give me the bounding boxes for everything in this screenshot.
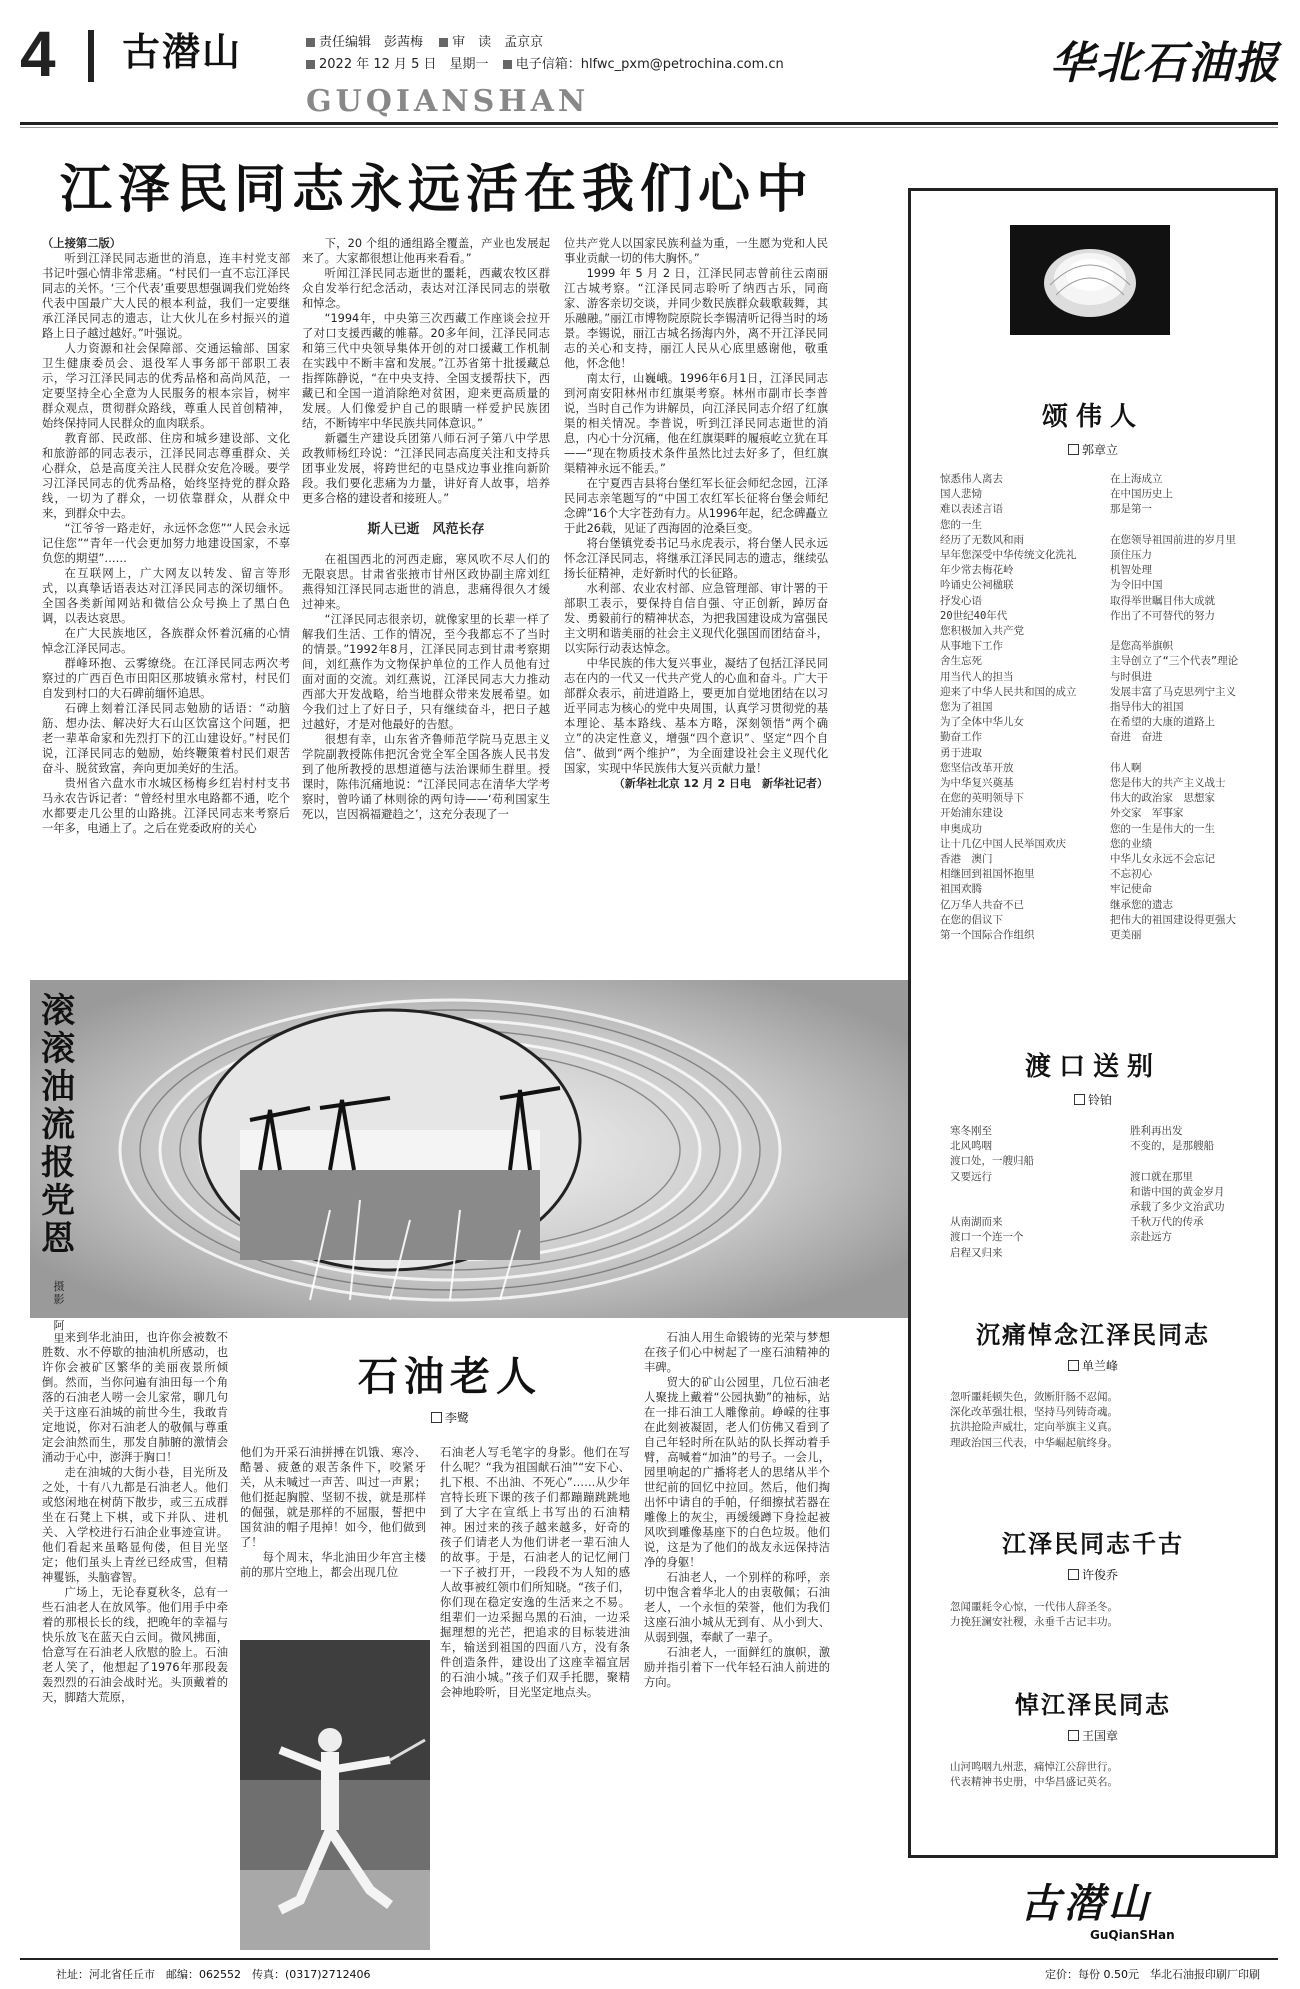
reviewer: 审 读 孟京京	[452, 35, 544, 50]
paragraph: 听到江泽民同志逝世的消息，连丰村党支部书记叶强心情非常悲痛。“村民们一直不忘江泽民同志的关怀。‘三个代表’重要思想强调我们党始终代表中国最广大人民的根本利益，我们一定要继承江泽民同志的遗志，让大伙儿在乡村振兴的道路上日子越过越好。”叶强说。	[42, 252, 290, 340]
poem-line: 胜利再出发	[1130, 1125, 1183, 1137]
poem-title: 渡口送别	[1024, 1052, 1161, 1082]
poem-line: 为了全体中华儿女	[940, 716, 1024, 729]
poem-line: 在中国历史上	[1110, 488, 1173, 501]
poem-line: 您坚信改革开放	[940, 761, 1014, 774]
article-column-1	[42, 236, 290, 966]
chrysanthemum-icon	[1010, 225, 1170, 335]
poem-line: 20世纪40年代	[940, 609, 1008, 622]
author-marker	[1074, 1094, 1085, 1105]
poem-line: 国人悲恸	[940, 488, 982, 501]
poem-line: 您的一生是伟大的一生	[1110, 822, 1215, 835]
poem-line: 更美丽	[1110, 929, 1142, 942]
paragraph: 来到华北油田，也许你会被数不胜数、水不停歇的抽油机所感动，也许你会被矿区繁华的美丽夜景所倾倒。然而，当你问遍有油田每一个角落的石油老人唠一会儿家常，聊几句关于这座石油城的前世今生，我敢肯定地说，你对石油老人的敬佩与尊重定会油然而生，那发自肺腑的激情会涌动于心中，澎湃于胸口！	[42, 1331, 228, 1464]
poem-line: 是您高举旗帜	[1110, 640, 1173, 653]
poem-line: 在希望的大康的道路上	[1110, 716, 1215, 729]
poem-line: 作出了不可替代的努力	[1110, 609, 1215, 622]
poem-line: 第一个国际合作组织	[940, 929, 1035, 942]
header-divider	[88, 30, 94, 82]
paragraph: 走在油城的大街小巷，目光所及之处，十有八九都是石油老人。他们或悠闲地在树荫下散步，或三五成群坐在石凳上下棋，或下并队、进机关、入学校进行石油企业事迹宣讲。他们看起来虽略显佝偻，但目光坚定；他们虽头上青丝已经成雪，但精神矍铄，头脑睿智。	[42, 1466, 228, 1584]
paragraph: “江爷爷一路走好，永远怀念您”“人民会永远记住您”“青年一代会更加努力地建设国家，不辜负您的期望”……	[42, 522, 290, 565]
poem-line: 忽听噩耗顿失色，敛断肝肠不忍闻。	[950, 1391, 1118, 1403]
poem-line: 启程又归来	[950, 1246, 1003, 1259]
poem-author-name: 单兰峰	[1081, 1359, 1118, 1373]
poem-title: 沉痛悼念江泽民同志	[976, 1320, 1210, 1349]
poem-5-lines	[950, 1760, 1270, 1790]
poem-line: 从事地下工作	[940, 640, 1003, 653]
email: 电子信箱：hlfwc_pxm@petrochina.com.cn	[515, 57, 784, 72]
paragraph: 教育部、民政部、住房和城乡建设部、文化和旅游部的同志表示，江泽民同志尊重群众、关心群众，总是高度关注人民群众安危冷暖。要学习江泽民同志的优秀品格，始终坚持党的群众路线，一切为了群众，一切依靠群众，从群众中来，到群众中去。	[42, 432, 290, 520]
poem-line: 为令旧中国	[1110, 579, 1163, 592]
paragraph: 贸大的矿山公园里，几位石油老人聚拢上戴着“公园执勤”的袖标，站在一排石油工人雕像前。峥嵘的往事在此刻被凝固，老人们仿佛又看到了自己年轻时所在队站的队长挥动着手臂，高喊着“加油”的号子。一会儿，园里响起的广播将老人的思绪从半个世纪前的回忆中拉回。然后，他们掏出怀中请自的手帕，仔细擦拭若器在雕像上的灰尘，再缓缓蹲下身捡起被风吹到雕像基座下的白色垃圾。他们说，这是为了他们的战友永远保持洁净的身躯！	[644, 1376, 830, 1569]
poem-line: 您的一生	[940, 518, 982, 531]
poem-line: 继承您的遗志	[1110, 898, 1173, 911]
poem-line: 力挽狂澜安社稷，永垂千古记丰功。	[950, 1616, 1118, 1629]
poem-line: 在您的倡议下	[940, 913, 1003, 926]
poem-line: 奋进 奋进	[1110, 731, 1163, 744]
article-column-2	[302, 236, 550, 966]
paragraph: “1994年，中央第三次西藏工作座谈会拉开了对口支援西藏的帷幕。20多年间，江泽民同志和第三代中央领导集体开创的对口援藏工作机制在实践中不断丰富和发展。”江苏省第十批援藏总指挥陈静说，“在中央支持、全国支援帮扶下，西藏已和全国一道消除绝对贫困，迎来更高质量的发展。人们像爱护自己的眼睛一样爱护民族团结，不断铸牢中华民族共同体意识。”	[302, 312, 550, 430]
poem-line: 香港 澳门	[940, 853, 993, 866]
feature-author	[300, 1410, 600, 1426]
poem-1-left	[940, 472, 1110, 943]
paragraph: 群峰环抱、云雾缭绕。在江泽民同志两次考察过的广西百色市田阳区那坡镇永常村，村民们自发到村口的大石碑前缅怀追思。	[42, 657, 290, 700]
paragraph: 水利部、农业农村部、应急管理部、审计署的干部职工表示，要保持自信自强、守正创新，踔厉奋发、勇毅前行的精神状态，为把我国建设成为富强民主文明和谐美丽的社会主义现代化强国而团结奋斗，以实际行动表达悼念。	[564, 582, 828, 655]
paragraph: 石碑上刻着江泽民同志勉励的话语：“动脑筋、想办法、解决好大石山区饮富这个问题，把老一辈革命家和先烈打下的江山建设好。”村民们说，江泽民同志的勉励，始终鞭策着村民们艰苦奋斗、脱贫致富，奔向更加美好的生活。	[42, 702, 290, 775]
chrysanthemum-image	[1010, 225, 1170, 335]
poem-line: 您的业绩	[1110, 837, 1152, 850]
poem-line: 抒发心语	[940, 594, 982, 607]
poem-title: 颂伟人	[1041, 402, 1144, 432]
poem-line: 迎来了中华人民共和国的成立	[940, 685, 1077, 698]
header-rule-thin	[20, 127, 1278, 128]
poem-1-right	[1110, 472, 1275, 943]
paragraph: 每个周末，华北油田少年宫主楼前的那片空地上，都会出现几位	[240, 1551, 426, 1579]
poem-author	[908, 1358, 1278, 1374]
paragraph: 他们为开采石油拼搏在饥饿、寒冷、酷暑、疲惫的艰苦条件下，咬紧牙关，从未喊过一声苦、叫过一声累；他们挺起胸膛、坚韧不拔，就是那样的倔强，就是那样的不屈服，誓把中国贫油的帽子甩掉！如今，他们做到了！	[240, 1446, 426, 1549]
paragraph: 在互联网上，广大网友以转发、留言等形式，以真挚话语表达对江泽民同志的深切缅怀。全国各类新闻网站和微信公众号换上了黑白色调，以表达哀思。	[42, 567, 290, 625]
poem-author-name: 郭章立	[1081, 443, 1118, 457]
footer-address: 社址：河北省任丘市 邮编：062552 传真：(0317)2712406	[56, 1968, 371, 1981]
article-byline: （新华社北京 12 月 2 日电 新华社记者）	[613, 777, 828, 790]
paragraph: 将台堡镇党委书记马永虎表示，将台堡人民永远怀念江泽民同志，将继承江泽民同志的遗志，继续弘扬长征精神，走好新时代的长征路。	[564, 537, 828, 580]
paragraph: 中华民族的伟大复兴事业，凝结了包括江泽民同志在内的一代又一代共产党人的心血和奋斗。广大干部群众表示，前进道路上，要更加自觉地团结在以习近平同志为核心的党中央周围，认真学习贯彻党的基本理论、基本路线、基本方略，深刻领悟“两个确立”的决定性意义，增强“四个意识”、坚定“四个自信”、做到“两个维护”，为全面建设社会主义现代化国家，实现中华民族伟大复兴贡献力量！	[564, 657, 828, 775]
poem-line: 亲赴远方	[1130, 1231, 1172, 1244]
poem-line: 经历了无数风和雨	[940, 533, 1024, 546]
poem-line: 不忘初心	[1110, 868, 1152, 881]
poem-line: 取得举世瞩目伟大成就	[1110, 594, 1215, 607]
poem-line: 寒冬刚至	[950, 1125, 992, 1137]
poem-line: 承载了多少文治武功	[1130, 1201, 1225, 1214]
poem-line: 开始浦东建设	[940, 807, 1003, 820]
paragraph: 贵州省六盘水市水城区杨梅乡红岩村村支书马永农告诉记者：“曾经村里水电路都不通，吃个水都要走几公里的山路挑。江泽民同志来考察后一年多，电通上了。之后在党委政府的关心	[42, 777, 290, 835]
poem-line: 代表精神书史册，中华昌盛记英名。	[950, 1776, 1118, 1789]
poem-line: 为中华复兴奠基	[940, 777, 1014, 790]
poem-line: 在您的英明领导下	[940, 792, 1024, 805]
poem-line: 用当代人的担当	[940, 670, 1014, 683]
feature-column-2	[240, 1445, 426, 1615]
poem-line: 渡口处，一艘归船	[950, 1155, 1034, 1168]
taichi-photo	[240, 1640, 430, 1950]
poem-line: 伟人啊	[1110, 761, 1142, 774]
section-name: 古潜山	[122, 30, 243, 74]
poem-line: 那是第一	[1110, 503, 1152, 516]
newspaper-masthead: 华北石油报	[1050, 38, 1280, 89]
poem-line: 抗洪抢险声威壮，定向举旗主义真。	[950, 1421, 1118, 1434]
poem-line: 惊悉伟人离去	[940, 473, 1003, 485]
poem-3-lines	[950, 1390, 1270, 1451]
poem-line: 勇于进取	[940, 746, 982, 759]
poem-line: 难以表述言语	[940, 503, 1003, 516]
poem-line: 吟诵史公祠楹联	[940, 579, 1014, 592]
poem-line: 渡口一个连一个	[950, 1231, 1024, 1244]
poem-line: 在上海成立	[1110, 473, 1163, 485]
paragraph: 位共产党人以国家民族利益为重，一生愿为党和人民事业贡献一切的伟大胸怀。”	[564, 237, 828, 265]
oilfield-photo	[30, 980, 910, 1345]
poem-line	[950, 1185, 1100, 1200]
poem-line: 理政治国三代表，中华崛起航终身。	[950, 1436, 1118, 1449]
poem-line: 您积极加入共产党	[940, 625, 1024, 638]
logo-pinyin: GuQianSHan	[1090, 1928, 1175, 1942]
feature-column-3	[440, 1445, 630, 1950]
poem-line: 渡口就在那里	[1130, 1170, 1193, 1183]
poem-line: 牢记使命	[1110, 883, 1152, 896]
poem-line: 又要远行	[950, 1170, 992, 1183]
poem-line: 亿万华人共奋不已	[940, 898, 1024, 911]
poem-title: 江泽民同志千古	[1002, 1529, 1184, 1558]
editor: 责任编辑 彭茜梅	[319, 35, 424, 50]
paragraph: 石油老人，一面鲜红的旗帜，激励并指引着下一代年轻石油人前进的方向。	[644, 1646, 830, 1689]
poem-author	[908, 442, 1278, 458]
article-column-3	[564, 236, 828, 966]
poem-2-right	[1130, 1124, 1275, 1246]
paragraph: 1999 年 5 月 2 日，江泽民同志曾前往云南丽江古城考察。“江泽民同志聆听了纳西古乐，同商家、游客亲切交谈，并同少数民族群众载歌载舞，其乐融融。”丽江市博物院原院长李锡清听记得当时的场景。李锡说，丽江古城名扬海内外，离不开江泽民同志的关心和支持，丽江人民从心底里感谢他，敬重他，怀念他！	[564, 267, 828, 370]
poem-4-lines	[950, 1600, 1270, 1630]
section-pinyin: GUQIANSHAN	[306, 84, 590, 119]
poem-line: 发展丰富了马克思列宁主义	[1110, 685, 1236, 698]
poem-line	[1110, 518, 1275, 533]
poem-line: 中华儿女永远不会忘记	[1110, 853, 1215, 866]
paragraph: 石油老人，一个别样的称呼，亲切中饱含着华北人的由衷敬佩；石油老人，一个永恒的荣誉，他们为我们这座石油小城从无到有、从小到大、从弱到强，奉献了一辈子。	[644, 1571, 830, 1644]
author-marker	[1068, 1569, 1079, 1580]
poem-line: 山河鸣咽九州悲，痛悼江公辞世行。	[950, 1761, 1118, 1773]
paragraph: 广场上，无论春夏秋冬，总有一些石油老人在放风筝。他们用手中牵着的那根长长的线，把晚年的幸福与快乐放飞在蓝天白云间。微风拂面，恰意写在石油老人欣慰的脸上。石油老人笑了，他想起了1976年那段轰轰烈烈的石油会战时光。头顶戴着的天，脚踏大荒原，	[42, 1586, 228, 1704]
poem-line: 北风鸣咽	[950, 1140, 992, 1153]
poem-line: 机智处理	[1110, 564, 1152, 577]
poem-line: 勤奋工作	[940, 731, 982, 744]
article-subhead: 斯人已逝 风范长存	[367, 522, 485, 537]
photo-title	[38, 992, 78, 1258]
article-lead: （上接第二版）	[42, 237, 122, 250]
poem-line: 舍生忘死	[940, 655, 982, 668]
editor-line	[306, 34, 543, 52]
poem-line: 千秋万代的传承	[1130, 1216, 1204, 1229]
poem-line: 相继回到祖国怀抱里	[940, 868, 1035, 881]
poem-line: 和谐中国的黄金岁月	[1130, 1185, 1225, 1198]
feature-column-4	[644, 1330, 830, 1950]
poem-line: 外交家 军事家	[1110, 807, 1184, 820]
issue-date: 2022 年 12 月 5 日 星期一	[319, 57, 489, 72]
feature-title: 石油老人	[358, 1353, 542, 1400]
paragraph: 在祖国西北的河西走廊，寒风吹不尽人们的无限哀思。甘肃省张掖市甘州区政协副主席刘红燕得知江泽民同志逝世的消息，悲痛得很久才缓过神来。	[302, 553, 550, 611]
poem-line: 伟大的政治家 思想家	[1110, 792, 1215, 805]
photo-title-text: 滚 滚 油 流 报 党 恩	[41, 991, 75, 1259]
poem-line: 忽闻噩耗令心惊，一代伟人辞圣冬。	[950, 1601, 1118, 1613]
author-marker	[1068, 1360, 1079, 1371]
paragraph: 听闻江泽民同志逝世的噩耗，西藏农牧区群众自发举行纪念活动，表达对江泽民同志的崇敬和悼念。	[302, 267, 550, 310]
poem-line: 主导创立了“三个代表”理论	[1110, 655, 1239, 668]
paragraph: 很想有幸，山东省齐鲁师范学院马克思主义学院副教授陈伟把沉舍党全军全国各族人民书发到了他所教授的思想道德与法治课师生群里。授课时，陈伟沉痛地说：“江泽民同志在清华大学考察时，曾吟诵了林则徐的两句诗——‘苟利国家生死以，岂因祸福避趋之’，这充分表现了一	[302, 733, 550, 821]
poem-line: 不变的，是那艘船	[1130, 1140, 1214, 1153]
page-number: 4	[20, 18, 56, 90]
poem-line: 从南湖而来	[950, 1216, 1003, 1229]
poem-author-name: 许俊乔	[1081, 1568, 1118, 1582]
poem-line: 与时俱进	[1110, 670, 1152, 683]
paragraph: 石油老人写毛笔字的身影。他们在写什么呢？“我为祖国献石油”“安下心、扎下根、不出油、不死心”……从少年宫特长班下课的孩子们都蹦蹦跳跳地到了大字在宣纸上书写出的石油精神。困过来的孩子越来越多，好奇的孩子们请老人为他们讲老一辈石油人的故事。于是，石油老人的记忆闸门一下子被打开，一段段不为人知的感人故事被红领巾们所知晓。“孩子们，你们现在稳定安逸的生活来之不易。组辈们一边采掘乌黑的石油，一边采掘理想的光芒，把追求的目标装进油车，输送到祖国的四面八方，没有条件创造条件，建设出了这座幸福宜居的石油小城。”孩子们双手托腮，聚精会神地聆听，目光坚定地点头。	[440, 1446, 630, 1699]
paragraph: 在宁夏西吉县将台堡红军长征会师纪念园，江泽民同志亲笔题写的“中国工农红军长征将台堡会师纪念碑”16个大字苍劲有力。从1996年起，纪念碑矗立于此26载，见证了西海固的沧桑巨变。	[564, 477, 828, 535]
poem-author-name: 铃铂	[1087, 1093, 1112, 1107]
poem-line	[1130, 1154, 1275, 1169]
poem-line: 把伟大的祖国建设得更强大	[1110, 913, 1236, 926]
logo-text: 古潜山	[1020, 1880, 1152, 1927]
footer-rule	[20, 1958, 1278, 1960]
poem-author-name: 王国章	[1081, 1729, 1118, 1743]
author-marker	[1068, 1730, 1079, 1741]
footer-price: 定价：每份 0.50元 华北石油报印刷厂印刷	[1045, 1968, 1260, 1981]
footer	[0, 1962, 1300, 1988]
poem-line: 申奥成功	[940, 822, 982, 835]
header-rule	[20, 122, 1278, 125]
paragraph: 下，20 个组的通组路全覆盖，产业也发展起来了。大家都很想让他再来看看。”	[302, 237, 550, 265]
poem-2-left	[950, 1124, 1100, 1261]
poem-line	[1110, 746, 1275, 761]
poem-line: 指导伟大的祖国	[1110, 701, 1184, 714]
poem-line: 深化改革强壮根，坚持马列铸奇魂。	[950, 1406, 1118, 1419]
poem-line	[950, 1200, 1100, 1215]
paragraph: 南太行，山巍峨。1996年6月1日，江泽民同志到河南安阳林州市红旗渠考察。林州市副市长李普说，当时自己作为讲解员，向江泽民同志介绍了红旗渠的相关情况。李普说，听到江泽民同志逝世的消息，内心十分沉痛，他在红旗渠畔的履痕屹立犹在耳——“现在物质技术条件虽然比过去好多了，但红旗渠精神永远不能丢。”	[564, 372, 828, 475]
poem-author	[908, 1567, 1278, 1583]
paragraph: 人力资源和社会保障部、交通运输部、国家卫生健康委员会、退役军人事务部干部职工表示，学习江泽民同志的优秀品格和高尚风范，一定要坚持全心全意为人民服务的根本宗旨，树牢群众观点，贯彻群众路线，尊重人民首创精神，始终保持同人民群众的血肉联系。	[42, 342, 290, 430]
poem-line: 年少常去梅花岭	[940, 564, 1014, 577]
poem-line: 早年您深受中华传统文化洗礼	[940, 549, 1077, 562]
paragraph: 在广大民族地区，各族群众怀着沉痛的心情悼念江泽民同志。	[42, 627, 290, 655]
oilfield-photo-art	[30, 980, 910, 1318]
paragraph: 石油人用生命锻铸的光荣与梦想在孩子们心中树起了一座石油精神的丰碑。	[644, 1331, 830, 1374]
author-marker	[1068, 444, 1079, 455]
date-line	[306, 56, 784, 74]
poem-line: 在您领导祖国前进的岁月里	[1110, 533, 1236, 546]
taichi-photo-art	[240, 1640, 430, 1950]
feature-author-name: 李鹭	[444, 1411, 469, 1425]
author-marker	[431, 1412, 442, 1423]
poem-line: 让十几亿中国人民举国欢庆	[940, 837, 1066, 850]
feature-column-1	[42, 1330, 228, 1950]
photo-credit-text: 摄 影 阿 里	[53, 1280, 65, 1345]
poem-title: 悼江泽民同志	[1015, 1690, 1171, 1719]
section-logo	[1020, 1880, 1240, 1950]
poem-line: 您为了祖国	[940, 701, 993, 714]
paragraph: “江泽民同志很亲切，就像家里的长辈一样了解我们生活、工作的情况，至今我都忘不了当时的情景。”1992年8月，江泽民同志到甘肃考察期间，刘红燕作为文物保护单位的工作人员他有过面对面的交流。刘红燕说，江泽民同志大力推动西部大开发战略，给当地群众带来发展希望。如今我们过上了好日子，只有继续奋斗，把日子越过越好，才是对他最好的告慰。	[302, 613, 550, 731]
poem-author	[908, 1728, 1278, 1744]
poem-author	[908, 1092, 1278, 1108]
poem-line: 您是伟大的共产主义战士	[1110, 777, 1226, 790]
poem-line: 祖国欢腾	[940, 883, 982, 896]
poem-line: 顶住压力	[1110, 549, 1152, 562]
paragraph: 新疆生产建设兵团第八师石河子第八中学思政教师杨红玲说：“江泽民同志高度关注和支持兵团事业发展，将跨世纪的屯垦戍边事业推向新阶段。我们要化悲痛为力量，讲好育人故事，培养更多合格的建设者和接班人。”	[302, 432, 550, 505]
article-headline: 江泽民同志永远活在我们心中	[60, 160, 815, 220]
poem-line	[1110, 624, 1275, 639]
